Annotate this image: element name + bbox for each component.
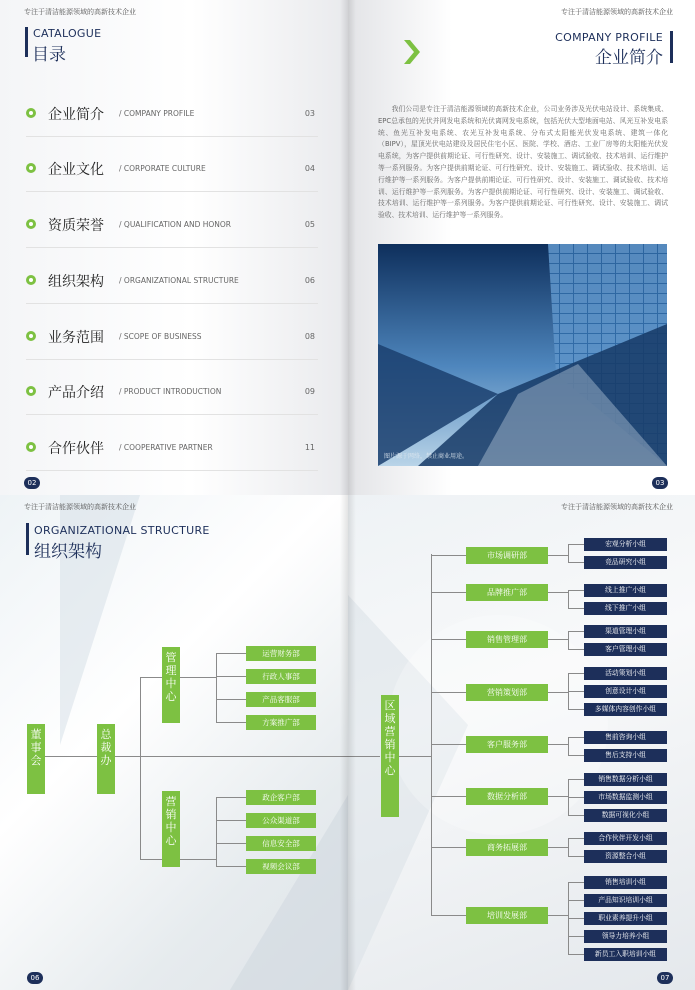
connector-line <box>216 676 246 677</box>
connector-line <box>568 673 584 674</box>
connector-line <box>568 562 584 563</box>
connector-line <box>431 847 466 848</box>
bullet-icon <box>26 219 36 229</box>
group-box: 竞品研究小组 <box>584 556 667 569</box>
toc-item-title: 企业文化 <box>48 162 104 178</box>
title-accent-bar <box>670 31 673 63</box>
management-center-box: 管理中心 <box>162 647 180 723</box>
connector-line <box>548 915 568 916</box>
connector-line <box>140 677 141 859</box>
toc-item[interactable] <box>26 374 318 415</box>
background-shapes <box>0 495 348 990</box>
connector-line <box>568 779 584 780</box>
department-box: 培训发展部 <box>466 907 548 924</box>
connector-line <box>216 820 246 821</box>
connector-line <box>568 544 584 545</box>
connector-line <box>216 843 246 844</box>
toc-item-subtitle: / COOPERATIVE PARTNER <box>119 443 213 452</box>
connector-line <box>568 936 584 937</box>
connector-line <box>180 677 216 678</box>
page-number: 02 <box>24 477 40 489</box>
group-box: 创意设计小组 <box>584 685 667 698</box>
toc-item-title: 产品介绍 <box>48 385 104 401</box>
profile-paragraph: 我们公司是专注于清洁能源领域的高新技术企业，公司业务涉及光伏电站设计、系统集成、EPC总承包的光伏并网发电系统和光伏离网发电系统，包括光伏大型地面电站、风光互补发电系统、鱼光互补发电系统、农光互补发电系统、分布式太阳能光伏发电系统、建筑一体化（BIPV），屋顶光伏电站建设及居民住宅小区、医院、学校、酒店、工业厂房等的太阳能光伏发电系统，为客户提供前期论证、可行性研究、设计、安装施工、调试验收、技术培训、运行维护等一系列服务。为客户提供前期论证、可行性研究、设计、安装施工、调试验收、技术培训、运行维护等一系列服务。为客户提供前期论证、可行性研究、设计、安装施工、调试验收、技术培训、运行维护等一系列服务。为客户提供前期论证、可行性研究、设计、安装施工、调试验收、技术培训、运行维护等一系列服务。为客户提供前期论证、可行性研究、设计、安装施工、调试验收、技术培训、运行维护等一系列服务。 <box>378 105 668 220</box>
connector-line <box>568 649 584 650</box>
connector-line <box>431 592 466 593</box>
catalogue-title-cn: 目录 <box>32 45 66 65</box>
toc-item-subtitle: / COMPANY PROFILE <box>119 109 195 118</box>
department-box: 视频会议部 <box>246 859 316 874</box>
department-box: 商务拓展部 <box>466 839 548 856</box>
connector-line <box>568 709 584 710</box>
company-profile-page <box>348 0 695 495</box>
toc-item[interactable] <box>26 263 318 304</box>
connector-line <box>568 838 584 839</box>
connector-line <box>568 590 584 591</box>
toc-item-page: 11 <box>304 443 315 452</box>
connector-line <box>568 608 584 609</box>
connector-line <box>431 639 466 640</box>
connector-line <box>568 590 569 609</box>
department-box: 销售管理部 <box>466 631 548 648</box>
connector-line <box>568 691 584 692</box>
toc-item-title: 业务范围 <box>48 330 104 346</box>
group-box: 客户管理小组 <box>584 643 667 656</box>
connector-line <box>180 859 216 860</box>
connector-line <box>216 722 246 723</box>
connector-line <box>568 918 584 919</box>
department-box: 行政人事部 <box>246 669 316 684</box>
toc-item-page: 03 <box>304 109 315 118</box>
toc-item-subtitle: / SCOPE OF BUSINESS <box>119 332 202 341</box>
connector-line <box>568 856 584 857</box>
catalogue-page <box>0 0 348 495</box>
group-box: 新员工入职培训小组 <box>584 948 667 961</box>
department-box: 信息安全部 <box>246 836 316 851</box>
regional-marketing-center-box: 区域营销中心 <box>381 695 399 817</box>
connector-line <box>548 692 568 693</box>
connector-line <box>431 555 466 556</box>
toc-item-subtitle: / PRODUCT INTRODUCTION <box>119 387 222 396</box>
connector-line <box>548 639 568 640</box>
catalogue-title-en: CATALOGUE <box>33 27 102 40</box>
group-box: 渠道管理小组 <box>584 625 667 638</box>
toc-item-page: 09 <box>304 387 315 396</box>
connector-line <box>568 838 569 857</box>
connector-line <box>431 692 466 693</box>
toc-item[interactable] <box>26 96 318 137</box>
group-box: 多媒体内容创作小组 <box>584 703 667 716</box>
bullet-icon <box>26 163 36 173</box>
department-box: 市场调研部 <box>466 547 548 564</box>
toc-item[interactable] <box>26 151 318 192</box>
group-box: 产品知识培训小组 <box>584 894 667 907</box>
group-box: 资源整合小组 <box>584 850 667 863</box>
connector-line <box>399 756 431 757</box>
gm-office-box: 总裁办 <box>97 724 115 794</box>
connector-line <box>568 737 569 756</box>
photo-credit: 图片源于网络，禁止商业用途。 <box>384 453 469 460</box>
toc-item-page: 05 <box>304 220 315 229</box>
board-box: 董事会 <box>27 724 45 794</box>
connector-line <box>548 847 568 848</box>
profile-title-en: COMPANY PROFILE <box>555 31 663 44</box>
connector-line <box>568 882 584 883</box>
toc-item-page: 04 <box>304 164 315 173</box>
group-box: 线下推广小组 <box>584 602 667 615</box>
department-box: 品牌推广部 <box>466 584 548 601</box>
toc-item-title: 组织架构 <box>48 274 104 290</box>
title-accent-bar <box>25 27 28 57</box>
group-box: 合作伙伴开发小组 <box>584 832 667 845</box>
department-box: 数据分析部 <box>466 788 548 805</box>
connector-line <box>548 796 568 797</box>
toc-item-page: 08 <box>304 332 315 341</box>
connector-line <box>568 631 569 650</box>
page-number: 03 <box>652 477 668 489</box>
bullet-icon <box>26 331 36 341</box>
page-number: 06 <box>27 972 43 984</box>
chevron-right-icon <box>404 40 420 64</box>
header-tagline: 专注于清洁能源领域的高新技术企业 <box>561 8 673 16</box>
connector-line <box>216 797 246 798</box>
toc-item[interactable] <box>26 207 318 248</box>
connector-line <box>431 915 466 916</box>
connector-line <box>140 859 162 860</box>
header-tagline: 专注于清洁能源领域的高新技术企业 <box>24 503 136 511</box>
toc-item-title: 资质荣誉 <box>48 218 104 234</box>
connector-line <box>216 653 217 723</box>
group-box: 市场数据监测小组 <box>584 791 667 804</box>
connector-line <box>548 592 568 593</box>
building-photo <box>378 244 667 466</box>
department-box: 客户服务部 <box>466 736 548 753</box>
bullet-icon <box>26 108 36 118</box>
toc-item-subtitle: / ORGANIZATIONAL STRUCTURE <box>119 276 239 285</box>
connector-line <box>568 954 584 955</box>
toc-item-subtitle: / QUALIFICATION AND HONOR <box>119 220 231 229</box>
marketing-center-box: 营销中心 <box>162 791 180 867</box>
connector-line <box>115 756 348 757</box>
connector-line <box>216 653 246 654</box>
group-box: 售后支持小组 <box>584 749 667 762</box>
connector-line <box>216 699 246 700</box>
connector-line <box>431 554 432 916</box>
connector-line <box>216 797 217 867</box>
toc-item-subtitle: / CORPORATE CULTURE <box>119 164 206 173</box>
toc-item[interactable] <box>26 430 318 471</box>
connector-line <box>568 737 584 738</box>
header-tagline: 专注于清洁能源领域的高新技术企业 <box>24 8 136 16</box>
department-box: 营销策划部 <box>466 684 548 701</box>
connector-line <box>568 755 584 756</box>
toc-item-title: 合作伙伴 <box>48 441 104 457</box>
department-box: 政企客户部 <box>246 790 316 805</box>
bullet-icon <box>26 275 36 285</box>
group-box: 售前咨询小组 <box>584 731 667 744</box>
page-number: 07 <box>657 972 673 984</box>
group-box: 销售数据分析小组 <box>584 773 667 786</box>
toc-item[interactable] <box>26 319 318 360</box>
department-box: 方案推广部 <box>246 715 316 730</box>
org-title-cn: 组织架构 <box>34 542 102 562</box>
org-title-en: ORGANIZATIONAL STRUCTURE <box>34 524 210 537</box>
toc-item-title: 企业简介 <box>48 107 104 123</box>
connector-line <box>216 866 246 867</box>
connector-line <box>140 677 162 678</box>
group-box: 领导力培养小组 <box>584 930 667 943</box>
profile-title-cn: 企业简介 <box>595 48 663 68</box>
department-box: 公众渠道部 <box>246 813 316 828</box>
org-structure-left-page <box>0 495 348 990</box>
department-box: 产品客服部 <box>246 692 316 707</box>
group-box: 线上推广小组 <box>584 584 667 597</box>
group-box: 销售培训小组 <box>584 876 667 889</box>
bullet-icon <box>26 442 36 452</box>
group-box: 职业素养提升小组 <box>584 912 667 925</box>
bullet-icon <box>26 386 36 396</box>
title-accent-bar <box>26 523 29 555</box>
department-box: 运营财务部 <box>246 646 316 661</box>
connector-line <box>568 900 584 901</box>
group-box: 数据可视化小组 <box>584 809 667 822</box>
group-box: 活动策划小组 <box>584 667 667 680</box>
connector-line <box>431 744 466 745</box>
connector-line <box>568 797 584 798</box>
connector-line <box>348 756 380 757</box>
connector-line <box>45 756 97 757</box>
header-tagline: 专注于清洁能源领域的高新技术企业 <box>561 503 673 511</box>
connector-line <box>431 796 466 797</box>
toc-item-page: 06 <box>304 276 315 285</box>
connector-line <box>568 631 584 632</box>
org-structure-right-page <box>348 495 695 990</box>
connector-line <box>568 815 584 816</box>
connector-line <box>568 544 569 563</box>
connector-line <box>548 744 568 745</box>
group-box: 宏观分析小组 <box>584 538 667 551</box>
connector-line <box>548 555 568 556</box>
